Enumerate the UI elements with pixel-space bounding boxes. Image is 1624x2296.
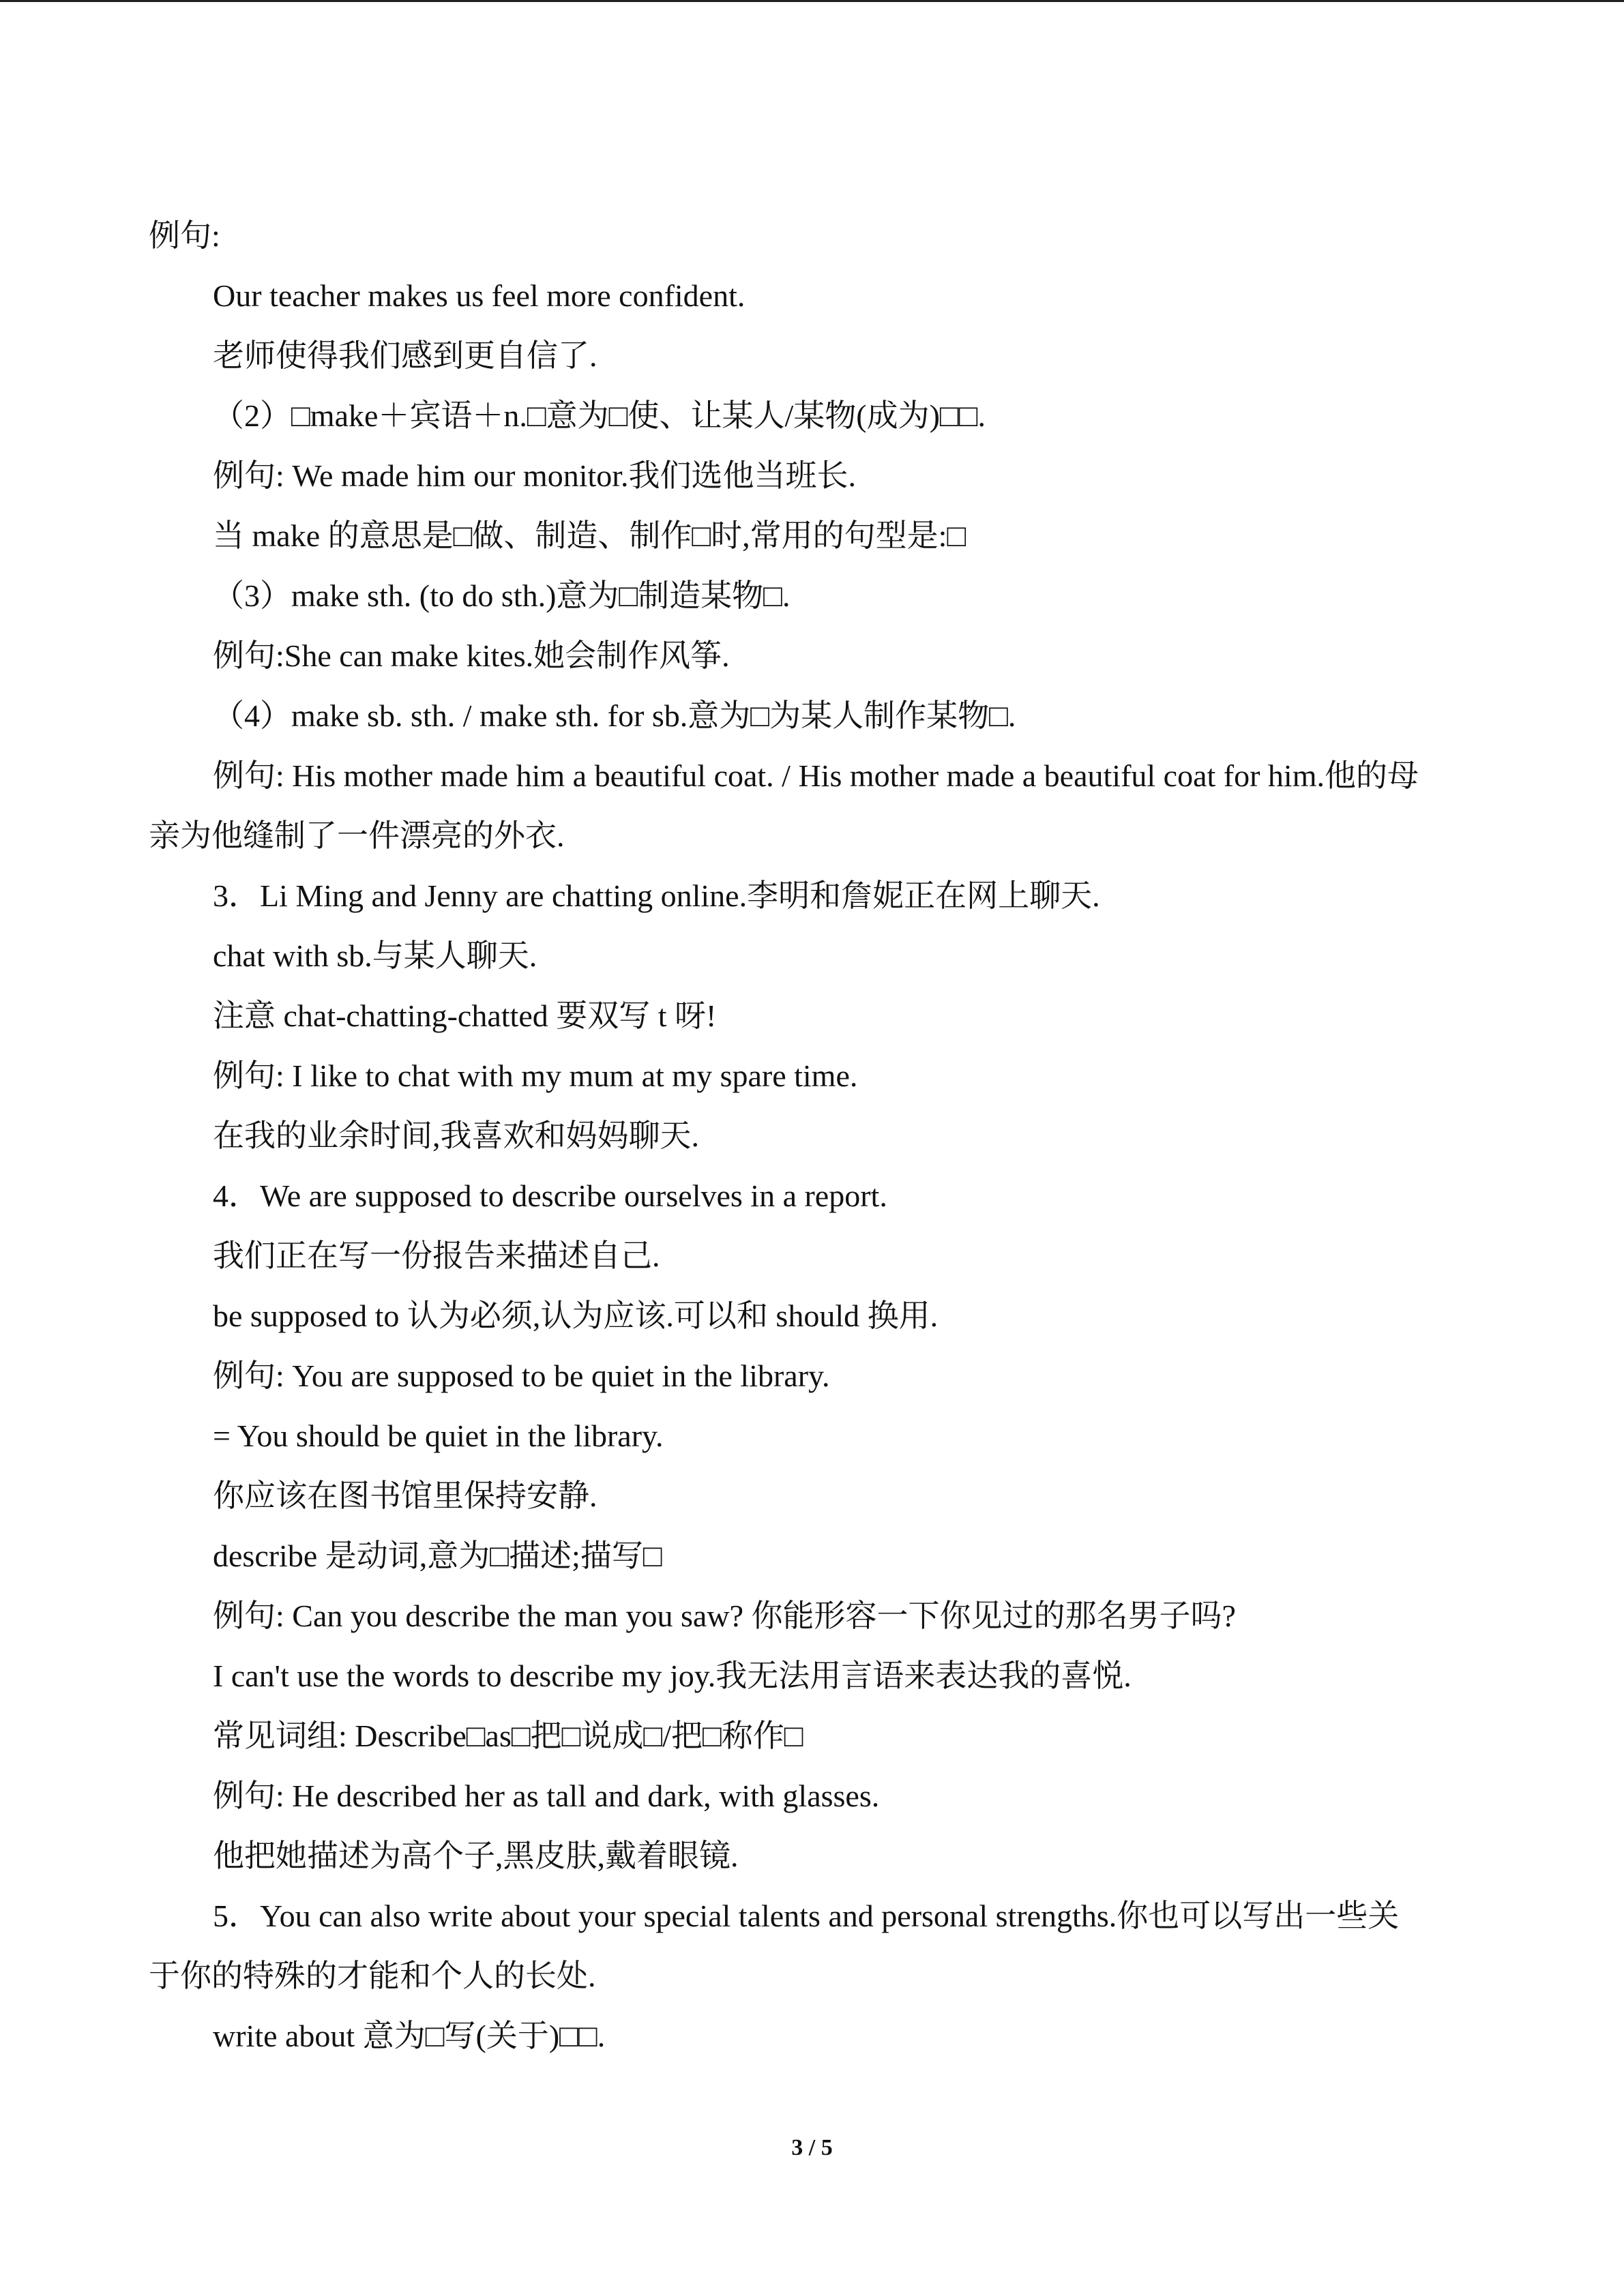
text-line: I can't use the words to describe my joy.我无法用言语来表达我的喜悦. — [213, 1658, 1132, 1693]
text-line: 我们正在写一份报告来描述自己. — [213, 1238, 660, 1273]
text-line: describe 是动词,意为□描述;描写□ — [213, 1538, 662, 1573]
text-line: 当 make 的意思是□做、制造、制作□时,常用的句型是:□ — [213, 518, 966, 553]
text-line: 5．You can also write about your special talents and personal strengths.你也可以写出一些关 — [213, 1898, 1400, 1933]
text-line: 例句: We made him our monitor.我们选他当班长. — [213, 458, 857, 493]
text-line: 常见词组: Describe□as□把□说成□/把□称作□ — [213, 1718, 803, 1753]
text-line: 亲为他缝制了一件漂亮的外衣. — [149, 818, 565, 853]
text-line: （3）make sth. (to do sth.)意为□制造某物□. — [213, 578, 791, 613]
text-line: be supposed to 认为必须,认为应该.可以和 should 换用. — [213, 1298, 939, 1333]
text-line: 老师使得我们感到更自信了. — [213, 338, 597, 373]
text-line: 例句: — [149, 218, 220, 253]
page-number: 3 / 5 — [791, 2135, 833, 2160]
text-line: 4．We are supposed to describe ourselves in a report. — [213, 1178, 887, 1213]
text-line: 3．Li Ming and Jenny are chatting online.李明和詹妮正在网上聊天. — [213, 878, 1100, 913]
text-line: 在我的业余时间,我喜欢和妈妈聊天. — [213, 1118, 699, 1153]
text-line: 你应该在图书馆里保持安静. — [213, 1478, 597, 1513]
text-line: 例句: His mother made him a beautiful coat. / His mother made a beautiful coat for him.他的母 — [213, 758, 1419, 793]
text-line: write about 意为□写(关于)□□. — [213, 2018, 606, 2053]
text-line: Our teacher makes us feel more confident. — [213, 278, 745, 313]
text-line: 他把她描述为高个子,黑皮肤,戴着眼镜. — [213, 1838, 739, 1873]
text-line: chat with sb.与某人聊天. — [213, 938, 537, 973]
text-line: 例句: I like to chat with my mum at my spare time. — [213, 1058, 858, 1093]
text-line: 于你的特殊的才能和个人的长处. — [149, 1958, 596, 1993]
text-line: 例句: You are supposed to be quiet in the library. — [213, 1358, 830, 1393]
text-line: 例句: Can you describe the man you saw? 你能形容一下你见过的那名男子吗? — [213, 1598, 1236, 1633]
text-line: （4）make sb. sth. / make sth. for sb.意为□为某人制作某物□. — [213, 698, 1016, 733]
text-line: 例句: He described her as tall and dark, with glasses. — [213, 1778, 880, 1813]
text-line: 注意 chat-chatting-chatted 要双写 t 呀! — [213, 998, 717, 1033]
text-line: （2）□make＋宾语＋n.□意为□使、让某人/某物(成为)□□. — [213, 398, 986, 433]
text-line: = You should be quiet in the library. — [213, 1418, 664, 1453]
text-line: 例句:She can make kites.她会制作风筝. — [213, 638, 730, 673]
